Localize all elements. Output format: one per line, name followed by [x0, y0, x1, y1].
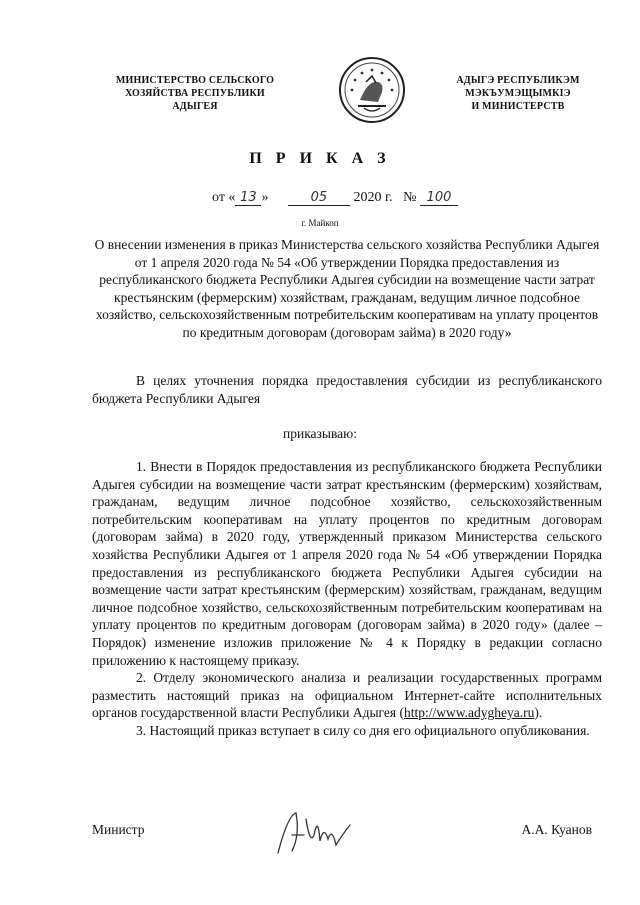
website-link[interactable]: http://www.adygheya.ru [403, 705, 535, 721]
signer-role: Министр [92, 822, 145, 837]
document-title: П Р И К А З [249, 150, 391, 167]
date-month: 05 [288, 190, 350, 206]
city-name: г. Майкоп [301, 218, 339, 228]
signer-name: А.А. Куанов [521, 822, 592, 837]
adygea-coat-of-arms-icon [338, 56, 406, 124]
order-item-2 [92, 669, 602, 722]
order-number: 100 [420, 190, 458, 206]
order-date-line [212, 190, 458, 206]
date-prefix: от « [212, 190, 236, 205]
header-left-line-3: АДЫГЕЯ [172, 101, 218, 112]
header-right-line-2: МЭКЪУМЭЩЫМКIЭ [465, 88, 571, 99]
date-mid: » [261, 190, 269, 205]
header-right-line-3: И МИНИСТЕРСТВ [471, 101, 565, 112]
ministry-name-russian [100, 74, 290, 113]
header-left-line-1: МИНИСТЕРСТВО СЕЛЬСКОГО [115, 75, 275, 86]
header-left-line-2: ХОЗЯЙСТВА РЕСПУБЛИКИ [125, 88, 265, 99]
order-item-2-text: 2. Отделу экономического анализа и реализации государственных программ разместить настоящий приказ на официальном Интернет-сайте исполнительных органов государственной власти Республики Адыгея ( [92, 670, 602, 721]
date-day: 13 [235, 190, 261, 206]
order-item-2-end: ). [534, 705, 543, 721]
date-year: 2020 г. [353, 190, 393, 205]
order-item-3: 3. Настоящий приказ вступает в силу со дня его официального опубликования. [136, 722, 590, 738]
order-word: приказываю: [283, 426, 357, 441]
ministry-name-adyghe [448, 74, 588, 113]
preamble: В целях уточнения порядка предоставления субсидии из республиканского бюджета Республики Адыгея [92, 373, 602, 406]
order-item-1: 1. Внести в Порядок предоставления из республиканского бюджета Республики Адыгея субсидии на возмещение части затрат крестьянским (фермерским) хозяйствам, гражданам, ведущим личное подсобное хозяйство, сельскохозяйственным потребительским кооперативам на уплату процентов по кредитным договорам (договорам займа) в 2020 году, утвержденный приказом Министерства сельского хозяйства Республики Адыгея от 1 апреля 2020 года № 54 «Об утверждении Порядка предоставления из республиканского бюджета Республики Адыгея субсидии на возмещение части затрат крестьянским (фермерским) хозяйствам, гражданам, ведущим личное подсобное хозяйство, сельскохозяйственным потребительским кооперативам на уплату процентов по кредитным договорам (договорам займа) в 2020 году» (далее – Порядок) изменение изложив приложение № 4 к Порядку в редакции согласно приложению к настоящему приказу. [92, 459, 602, 668]
handwritten-signature [270, 805, 360, 865]
order-subject: О внесении изменения в приказ Министерства сельского хозяйства Республики Адыгея от 1 апреля 2020 года № 54 «Об утверждении Порядка предоставления из республиканского бюджета Республики Адыгея субсидии на возмещение части затрат крестьянским (фермерским) хозяйствам, гражданам, ведущим личное подсобное хозяйство, сельскохозяйственным потребительским кооперативам на уплату процентов по кредитным договорам (договорам займа) в 2020 году» [94, 237, 600, 340]
header-right-line-1: АДЫГЭ РЕСПУБЛИКЭМ [456, 75, 580, 86]
order-items [92, 458, 602, 740]
order-number-label: № [403, 190, 417, 205]
